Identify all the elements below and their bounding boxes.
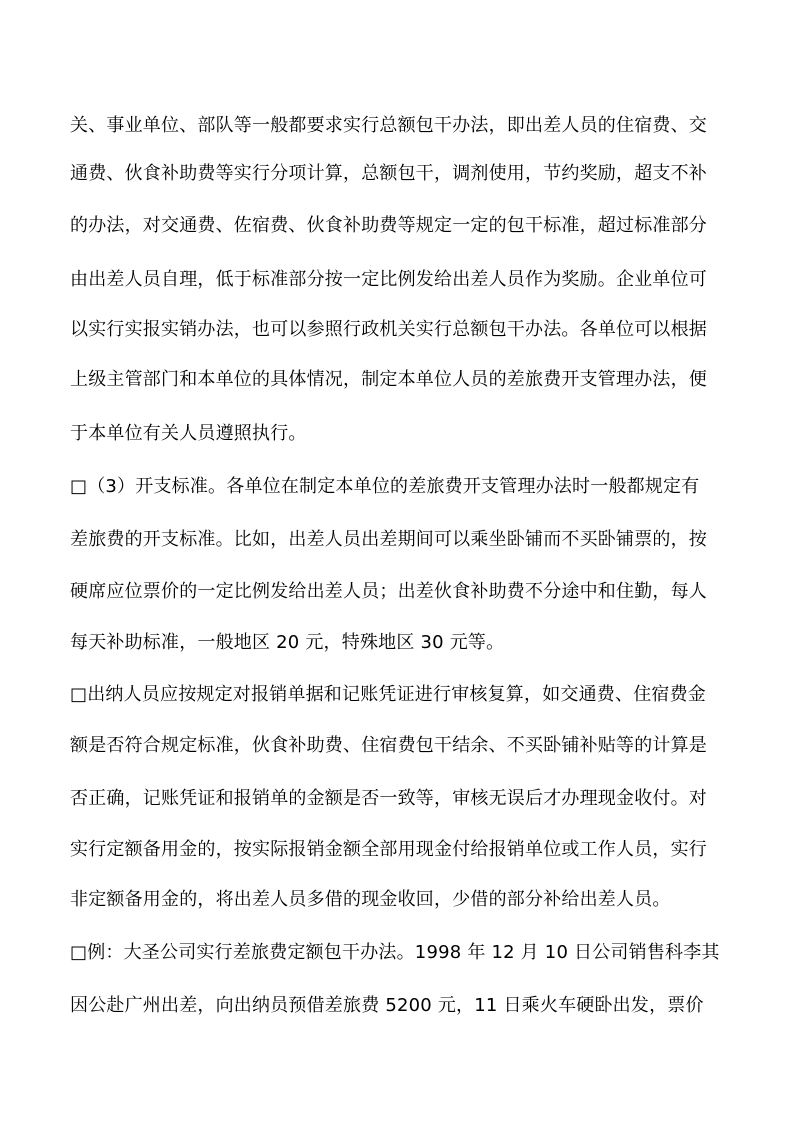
text-line-17: □例：大圣公司实行差旅费定额包干办法。1998 年 12 月 10 日公司销售科李其: [70, 942, 720, 963]
text-line-4: 由出差人员自理，低于标准部分按一定比例发给出差人员作为奖励。企业单位可: [70, 269, 707, 290]
text-line-2: 通费、伙食补助费等实行分项计算，总额包干，调剂使用，节约奖励，超支不补: [70, 163, 707, 184]
text-line-18: 因公赴广州出差，向出纳员预借差旅费 5200 元，11 日乘火车硬卧出发，票价: [70, 995, 704, 1016]
text-line-5: 以实行实报实销办法，也可以参照行政机关实行总额包干办法。各单位可以根据: [70, 319, 707, 340]
text-line-6: 上级主管部门和本单位的具体情况，制定本单位人员的差旅费开支管理办法，便: [70, 369, 707, 390]
text-line-13: 额是否符合规定标准，伙食补助费、住宿费包干结余、不买卧铺补贴等的计算是: [70, 735, 707, 756]
text-line-1: 关、事业单位、部队等一般都要求实行总额包干办法，即出差人员的住宿费、交: [70, 115, 707, 136]
text-line-3: 的办法，对交通费、佐宿费、伙食补助费等规定一定的包干标准，超过标准部分: [70, 215, 707, 236]
text-line-7: 于本单位有关人员遵照执行。: [70, 423, 307, 444]
text-line-9: 差旅费的开支标准。比如，出差人员出差期间可以乘坐卧铺而不买卧铺票的，按: [70, 529, 707, 550]
text-line-15: 实行定额备用金的，按实际报销金额全部用现金付给报销单位或工作人员，实行: [70, 839, 707, 860]
text-line-10: 硬席应位票价的一定比例发给出差人员；出差伙食补助费不分途中和住勤，每人: [70, 581, 707, 602]
text-line-12: □出纳人员应按规定对报销单据和记账凭证进行审核复算，如交通费、住宿费金: [70, 684, 707, 705]
text-line-11: 每天补助标准，一般地区 20 元，特殊地区 30 元等。: [70, 632, 505, 653]
text-line-14: 否正确，记账凭证和报销单的金额是否一致等，审核无误后才办理现金收付。对: [70, 788, 707, 809]
text-line-16: 非定额备用金的，将出差人员多借的现金收回，少借的部分补给出差人员。: [70, 889, 671, 910]
text-line-8: □（3）开支标准。各单位在制定本单位的差旅费开支管理办法时一般都规定有: [70, 476, 700, 497]
